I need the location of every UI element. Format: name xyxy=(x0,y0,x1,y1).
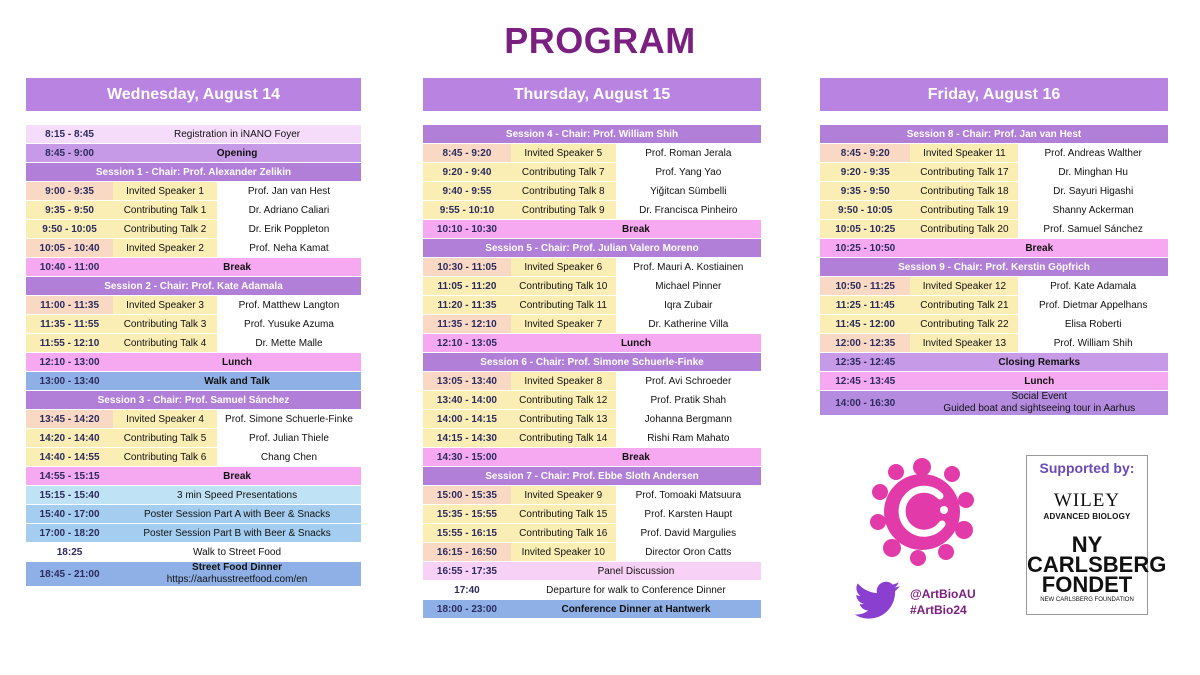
event-label: Registration in iNANO Foyer xyxy=(113,125,361,144)
time-slot: 8:45 - 9:00 xyxy=(26,144,113,163)
schedule-row xyxy=(423,486,761,505)
schedule-row xyxy=(26,505,361,524)
social-handles xyxy=(910,586,976,618)
time-slot: 12:00 - 12:35 xyxy=(820,334,910,353)
talk-type: Contributing Talk 19 xyxy=(910,201,1018,220)
time-slot: 11:55 - 12:10 xyxy=(26,334,113,353)
schedule-row xyxy=(820,277,1168,296)
speaker-name: Prof. Avi Schroeder xyxy=(616,372,761,391)
talk-type: Invited Speaker 9 xyxy=(511,486,616,505)
session-heading: Session 4 - Chair: Prof. William Shih xyxy=(423,125,761,144)
speaker-name: Prof. Julian Thiele xyxy=(217,429,361,448)
time-slot: 11:35 - 12:10 xyxy=(423,315,511,334)
event-label: Departure for walk to Conference Dinner xyxy=(511,581,761,600)
session-heading: Session 6 - Chair: Prof. Simone Schuerle-Finke xyxy=(423,353,761,372)
event-label: Break xyxy=(113,258,361,277)
event-label: Break xyxy=(511,448,761,467)
speaker-name: Prof. William Shih xyxy=(1018,334,1168,353)
speaker-name: Yiğitcan Sümbelli xyxy=(616,182,761,201)
event-link[interactable]: https://aarhusstreetfood.com/en xyxy=(166,574,308,585)
schedule-row xyxy=(26,467,361,486)
sponsor-box xyxy=(1026,455,1167,615)
speaker-name: Elisa Roberti xyxy=(1018,315,1168,334)
talk-type: Invited Speaker 5 xyxy=(511,144,616,163)
event-label: Poster Session Part B with Beer & Snacks xyxy=(113,524,361,543)
event-label: Break xyxy=(113,467,361,486)
time-slot: 17:00 - 18:20 xyxy=(26,524,113,543)
speaker-name: Michael Pinner xyxy=(616,277,761,296)
time-slot: 12:45 - 13:45 xyxy=(820,372,910,391)
schedule-row xyxy=(820,391,1168,416)
speaker-name: Prof. Kate Adamala xyxy=(1018,277,1168,296)
time-slot: 12:10 - 13:00 xyxy=(26,353,113,372)
session-heading: Session 2 - Chair: Prof. Kate Adamala xyxy=(26,277,361,296)
event-label: Poster Session Part A with Beer & Snacks xyxy=(113,505,361,524)
schedule-row xyxy=(820,334,1168,353)
day-column-friday xyxy=(820,78,1168,416)
time-slot: 18:00 - 23:00 xyxy=(423,600,511,619)
event-label: Walk to Street Food xyxy=(113,543,361,562)
speaker-name: Prof. Matthew Langton xyxy=(217,296,361,315)
speaker-name: Prof. Samuel Sánchez xyxy=(1018,220,1168,239)
schedule-row xyxy=(423,239,761,258)
time-slot: 14:20 - 14:40 xyxy=(26,429,113,448)
time-slot: 15:35 - 15:55 xyxy=(423,505,511,524)
event-title: Social Event xyxy=(1011,391,1068,402)
session-heading: Session 5 - Chair: Prof. Julian Valero Moreno xyxy=(423,239,761,258)
schedule-row xyxy=(423,372,761,391)
schedule-row xyxy=(26,239,361,258)
speaker-name: Prof. David Margulies xyxy=(616,524,761,543)
schedule-row xyxy=(26,163,361,182)
time-slot: 8:45 - 9:20 xyxy=(423,144,511,163)
schedule-row xyxy=(26,277,361,296)
talk-type: Invited Speaker 4 xyxy=(113,410,217,429)
talk-type: Contributing Talk 11 xyxy=(511,296,616,315)
twitter-handle[interactable]: @ArtBioAU xyxy=(910,587,976,601)
time-slot: 12:10 - 13:05 xyxy=(423,334,511,353)
time-slot: 11:00 - 11:35 xyxy=(26,296,113,315)
event-label: Lunch xyxy=(113,353,361,372)
schedule-row xyxy=(423,182,761,201)
talk-type: Contributing Talk 21 xyxy=(910,296,1018,315)
talk-type: Contributing Talk 3 xyxy=(113,315,217,334)
day-column-wednesday xyxy=(26,78,361,587)
speaker-name: Johanna Bergmann xyxy=(616,410,761,429)
time-slot: 10:05 - 10:25 xyxy=(820,220,910,239)
talk-type: Contributing Talk 20 xyxy=(910,220,1018,239)
time-slot: 9:35 - 9:50 xyxy=(26,201,113,220)
talk-type: Contributing Talk 4 xyxy=(113,334,217,353)
time-slot: 11:25 - 11:45 xyxy=(820,296,910,315)
schedule-row xyxy=(820,201,1168,220)
speaker-name: Prof. Andreas Walther xyxy=(1018,144,1168,163)
schedule-row xyxy=(26,125,361,144)
schedule-row xyxy=(423,201,761,220)
schedule-row xyxy=(820,220,1168,239)
event-label: Lunch xyxy=(511,334,761,353)
schedule-row xyxy=(26,353,361,372)
event-label: Closing Remarks xyxy=(910,353,1168,372)
session-heading: Session 3 - Chair: Prof. Samuel Sánchez xyxy=(26,391,361,410)
schedule-table xyxy=(423,125,761,619)
schedule-row xyxy=(820,182,1168,201)
talk-type: Contributing Talk 2 xyxy=(113,220,217,239)
schedule-row xyxy=(423,410,761,429)
speaker-name: Prof. Mauri A. Kostiainen xyxy=(616,258,761,277)
schedule-row xyxy=(26,524,361,543)
schedule-row xyxy=(26,220,361,239)
carlsberg-logo xyxy=(1027,532,1167,597)
time-slot: 10:10 - 10:30 xyxy=(423,220,511,239)
time-slot: 8:15 - 8:45 xyxy=(26,125,113,144)
time-slot: 10:30 - 11:05 xyxy=(423,258,511,277)
speaker-name: Dr. Francisca Pinheiro xyxy=(616,201,761,220)
schedule-row xyxy=(26,543,361,562)
schedule-row xyxy=(423,334,761,353)
time-slot: 10:40 - 11:00 xyxy=(26,258,113,277)
schedule-row xyxy=(423,600,761,619)
schedule-row xyxy=(820,372,1168,391)
speaker-name: Iqra Zubair xyxy=(616,296,761,315)
speaker-name: Rishi Ram Mahato xyxy=(616,429,761,448)
time-slot: 9:00 - 9:35 xyxy=(26,182,113,201)
time-slot: 14:00 - 14:15 xyxy=(423,410,511,429)
event-label: Conference Dinner at Hantwerk xyxy=(511,600,761,619)
schedule-row xyxy=(820,296,1168,315)
speaker-name: Prof. Jan van Hest xyxy=(217,182,361,201)
time-slot: 11:20 - 11:35 xyxy=(423,296,511,315)
speaker-name: Prof. Pratik Shah xyxy=(616,391,761,410)
talk-type: Invited Speaker 12 xyxy=(910,277,1018,296)
event-label: Lunch xyxy=(910,372,1168,391)
time-slot: 9:40 - 9:55 xyxy=(423,182,511,201)
carlsberg-foundation-label: NEW CARLSBERG FOUNDATION xyxy=(1040,597,1134,603)
schedule-row xyxy=(423,581,761,600)
schedule-row xyxy=(26,144,361,163)
speaker-name: Dr. Erik Poppleton xyxy=(217,220,361,239)
hashtag[interactable]: #ArtBio24 xyxy=(910,603,967,617)
event-label: Walk and Talk xyxy=(113,372,361,391)
event-subtitle: Guided boat and sightseeing tour in Aarhus xyxy=(943,403,1136,414)
time-slot: 11:05 - 11:20 xyxy=(423,277,511,296)
time-slot: 15:40 - 17:00 xyxy=(26,505,113,524)
schedule-row xyxy=(423,144,761,163)
speaker-name: Dr. Adriano Caliari xyxy=(217,201,361,220)
time-slot: 14:30 - 15:00 xyxy=(423,448,511,467)
event-label: Break xyxy=(910,239,1168,258)
wiley-logo: WILEY xyxy=(1053,490,1121,511)
schedule-row xyxy=(26,391,361,410)
time-slot: 15:55 - 16:15 xyxy=(423,524,511,543)
schedule-row xyxy=(423,505,761,524)
speaker-name: Prof. Dietmar Appelhans xyxy=(1018,296,1168,315)
schedule-row xyxy=(26,296,361,315)
schedule-table xyxy=(820,125,1168,416)
time-slot: 16:15 - 16:50 xyxy=(423,543,511,562)
schedule-row xyxy=(26,486,361,505)
schedule-row xyxy=(423,353,761,372)
talk-type: Contributing Talk 14 xyxy=(511,429,616,448)
talk-type: Contributing Talk 13 xyxy=(511,410,616,429)
time-slot: 8:45 - 9:20 xyxy=(820,144,910,163)
talk-type: Contributing Talk 16 xyxy=(511,524,616,543)
schedule-row xyxy=(820,144,1168,163)
time-slot: 14:40 - 14:55 xyxy=(26,448,113,467)
carlsberg-line-2: CARLSBERG xyxy=(1027,552,1167,577)
schedule-table xyxy=(26,125,361,587)
talk-type: Contributing Talk 15 xyxy=(511,505,616,524)
time-slot: 9:50 - 10:05 xyxy=(26,220,113,239)
talk-type: Invited Speaker 7 xyxy=(511,315,616,334)
speaker-name: Prof. Neha Kamat xyxy=(217,239,361,258)
time-slot: 10:25 - 10:50 xyxy=(820,239,910,258)
time-slot: 15:00 - 15:35 xyxy=(423,486,511,505)
talk-type: Invited Speaker 3 xyxy=(113,296,217,315)
talk-type: Invited Speaker 6 xyxy=(511,258,616,277)
talk-type: Invited Speaker 2 xyxy=(113,239,217,258)
page-title: PROGRAM xyxy=(504,20,696,61)
talk-type: Contributing Talk 8 xyxy=(511,182,616,201)
talk-type: Contributing Talk 9 xyxy=(511,201,616,220)
time-slot: 10:50 - 11:25 xyxy=(820,277,910,296)
event-label xyxy=(113,562,361,587)
schedule-row xyxy=(423,296,761,315)
schedule-row xyxy=(820,353,1168,372)
time-slot: 14:55 - 15:15 xyxy=(26,467,113,486)
time-slot: 13:05 - 13:40 xyxy=(423,372,511,391)
time-slot: 12:35 - 12:45 xyxy=(820,353,910,372)
speaker-name: Prof. Yusuke Azuma xyxy=(217,315,361,334)
speaker-name: Prof. Simone Schuerle-Finke xyxy=(217,410,361,429)
schedule-row xyxy=(423,562,761,581)
supported-by-heading: Supported by: xyxy=(1039,460,1135,476)
session-heading: Session 7 - Chair: Prof. Ebbe Sloth Andersen xyxy=(423,467,761,486)
schedule-row xyxy=(423,163,761,182)
schedule-row xyxy=(423,524,761,543)
speaker-name: Shanny Ackerman xyxy=(1018,201,1168,220)
day-header: Friday, August 16 xyxy=(820,78,1168,111)
event-label: 3 min Speed Presentations xyxy=(113,486,361,505)
schedule-row xyxy=(820,315,1168,334)
schedule-row xyxy=(820,239,1168,258)
time-slot: 11:45 - 12:00 xyxy=(820,315,910,334)
talk-type: Contributing Talk 22 xyxy=(910,315,1018,334)
event-label: Break xyxy=(511,220,761,239)
time-slot: 9:35 - 9:50 xyxy=(820,182,910,201)
time-slot: 16:55 - 17:35 xyxy=(423,562,511,581)
time-slot: 9:20 - 9:35 xyxy=(820,163,910,182)
time-slot: 18:25 xyxy=(26,543,113,562)
artbio-logo xyxy=(862,452,982,572)
talk-type: Contributing Talk 6 xyxy=(113,448,217,467)
speaker-name: Dr. Mette Malle xyxy=(217,334,361,353)
schedule-row xyxy=(26,258,361,277)
talk-type: Contributing Talk 17 xyxy=(910,163,1018,182)
event-label xyxy=(910,391,1168,416)
time-slot: 9:50 - 10:05 xyxy=(820,201,910,220)
time-slot: 17:40 xyxy=(423,581,511,600)
talk-type: Invited Speaker 11 xyxy=(910,144,1018,163)
carlsberg-line-1: NY xyxy=(1071,532,1103,557)
schedule-row xyxy=(820,125,1168,144)
speaker-name: Chang Chen xyxy=(217,448,361,467)
day-header: Wednesday, August 14 xyxy=(26,78,361,111)
speaker-name: Prof. Yang Yao xyxy=(616,163,761,182)
schedule-row xyxy=(26,334,361,353)
schedule-row xyxy=(423,220,761,239)
speaker-name: Dr. Katherine Villa xyxy=(616,315,761,334)
time-slot: 9:20 - 9:40 xyxy=(423,163,511,182)
talk-type: Invited Speaker 10 xyxy=(511,543,616,562)
speaker-name: Prof. Roman Jerala xyxy=(616,144,761,163)
schedule-row xyxy=(26,372,361,391)
event-label: Opening xyxy=(113,144,361,163)
time-slot: 10:05 - 10:40 xyxy=(26,239,113,258)
day-column-thursday xyxy=(423,78,761,619)
schedule-row xyxy=(423,448,761,467)
session-heading: Session 9 - Chair: Prof. Kerstin Göpfrich xyxy=(820,258,1168,277)
schedule-row xyxy=(423,391,761,410)
talk-type: Contributing Talk 5 xyxy=(113,429,217,448)
event-title: Street Food Dinner xyxy=(192,562,283,573)
schedule-row xyxy=(26,201,361,220)
schedule-row xyxy=(423,429,761,448)
talk-type: Contributing Talk 7 xyxy=(511,163,616,182)
schedule-row xyxy=(26,315,361,334)
event-label: Panel Discussion xyxy=(511,562,761,581)
schedule-row xyxy=(820,163,1168,182)
talk-type: Invited Speaker 13 xyxy=(910,334,1018,353)
schedule-row xyxy=(26,410,361,429)
session-heading: Session 1 - Chair: Prof. Alexander Zelikin xyxy=(26,163,361,182)
talk-type: Contributing Talk 10 xyxy=(511,277,616,296)
time-slot: 13:45 - 14:20 xyxy=(26,410,113,429)
talk-type: Contributing Talk 18 xyxy=(910,182,1018,201)
time-slot: 15:15 - 15:40 xyxy=(26,486,113,505)
session-heading: Session 8 - Chair: Prof. Jan van Hest xyxy=(820,125,1168,144)
day-header: Thursday, August 15 xyxy=(423,78,761,111)
talk-type: Contributing Talk 12 xyxy=(511,391,616,410)
time-slot: 11:35 - 11:55 xyxy=(26,315,113,334)
schedule-row xyxy=(820,258,1168,277)
schedule-row xyxy=(26,562,361,587)
time-slot: 13:00 - 13:40 xyxy=(26,372,113,391)
schedule-row xyxy=(26,429,361,448)
time-slot: 13:40 - 14:00 xyxy=(423,391,511,410)
schedule-row xyxy=(423,467,761,486)
talk-type: Invited Speaker 1 xyxy=(113,182,217,201)
speaker-name: Dr. Sayuri Higashi xyxy=(1018,182,1168,201)
speaker-name: Director Oron Catts xyxy=(616,543,761,562)
schedule-row xyxy=(423,315,761,334)
schedule-row xyxy=(26,182,361,201)
talk-type: Contributing Talk 1 xyxy=(113,201,217,220)
speaker-name: Prof. Karsten Haupt xyxy=(616,505,761,524)
time-slot: 14:00 - 16:30 xyxy=(820,391,910,416)
speaker-name: Prof. Tomoaki Matsuura xyxy=(616,486,761,505)
schedule-row xyxy=(423,125,761,144)
talk-type: Invited Speaker 8 xyxy=(511,372,616,391)
time-slot: 18:45 - 21:00 xyxy=(26,562,113,587)
twitter-bird-icon xyxy=(854,580,902,620)
time-slot: 9:55 - 10:10 xyxy=(423,201,511,220)
carlsberg-line-3: FONDET xyxy=(1041,572,1133,597)
schedule-row xyxy=(423,277,761,296)
time-slot: 14:15 - 14:30 xyxy=(423,429,511,448)
schedule-row xyxy=(423,543,761,562)
advanced-biology-label: ADVANCED BIOLOGY xyxy=(1043,512,1131,521)
schedule-row xyxy=(26,448,361,467)
speaker-name: Dr. Minghan Hu xyxy=(1018,163,1168,182)
schedule-row xyxy=(423,258,761,277)
